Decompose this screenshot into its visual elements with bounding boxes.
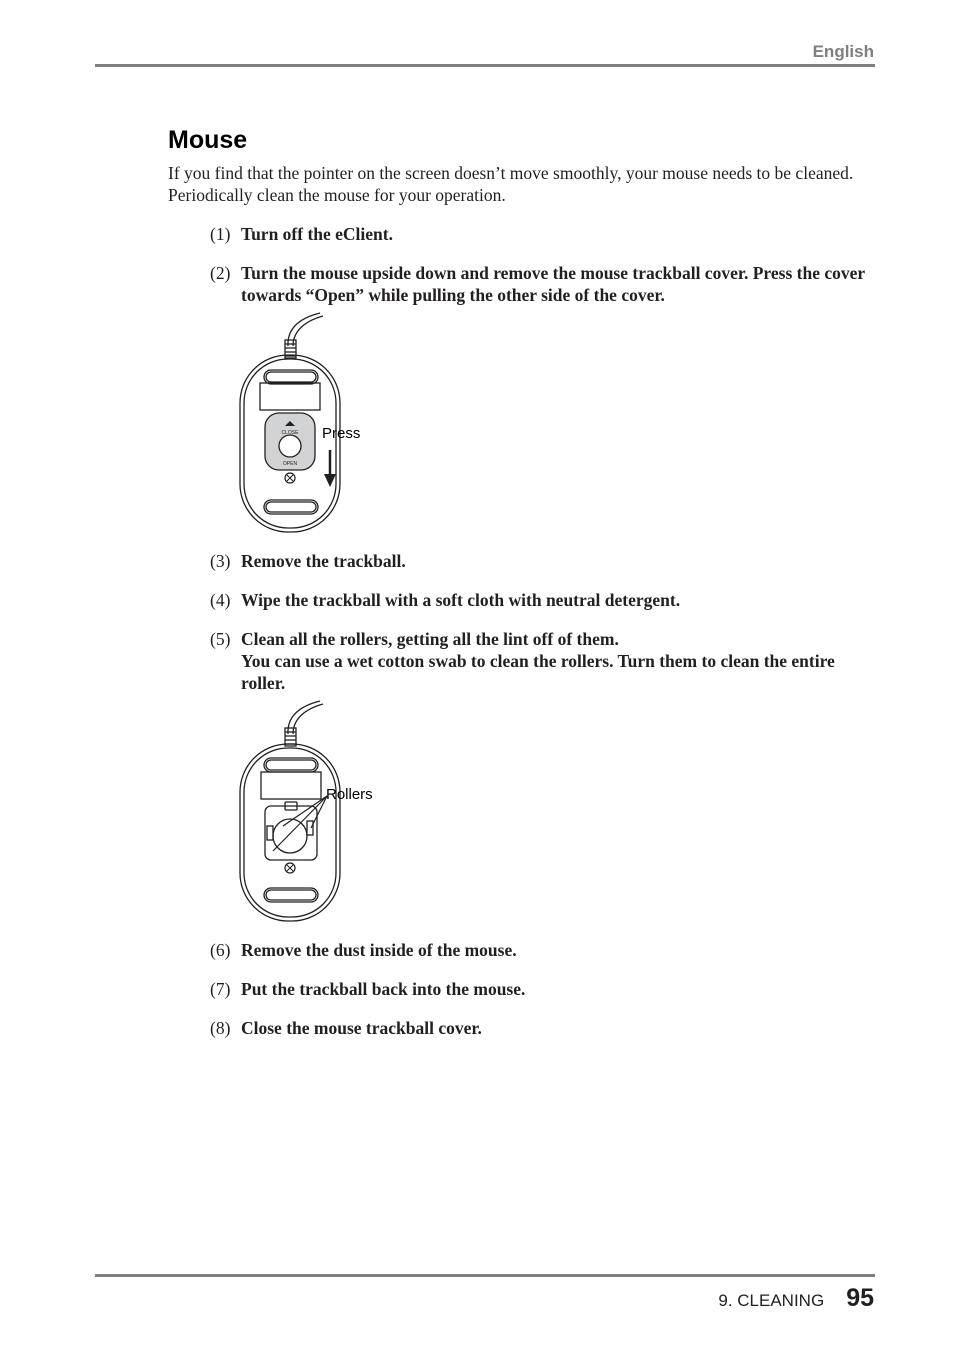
cover-open-text: OPEN: [282, 461, 298, 467]
step-number: (4): [210, 590, 231, 610]
step-text: Put the trackball back into the mouse.: [241, 979, 526, 999]
step-text: Close the mouse trackball cover.: [241, 1018, 482, 1038]
page-number: 95: [846, 1284, 874, 1312]
mouse-rollers-illustration: [235, 698, 395, 923]
step-text: Clean all the rollers, getting all the lint off of them. You can use a wet cotton swab to clean the rollers. Turn them to clean the entire roller.: [241, 629, 835, 693]
section-title: Mouse: [168, 126, 248, 154]
footer-rule: [95, 1274, 875, 1277]
step-text: Remove the trackball.: [241, 551, 406, 571]
step-number: (3): [210, 551, 231, 571]
mouse-cover-figure: [235, 310, 395, 535]
step-text: Wipe the trackball with a soft cloth with neutral detergent.: [241, 590, 681, 610]
press-label: Press: [322, 425, 361, 442]
step-5: [210, 628, 875, 694]
step-text: Turn the mouse upside down and remove the mouse trackball cover. Press the cover towards “Open” while pulling the other side of the cover.: [241, 263, 865, 305]
footer-chapter: 9. CLEANING: [718, 1291, 825, 1310]
step-1: [210, 223, 875, 245]
step-6: [210, 939, 875, 961]
header-language: English: [812, 42, 874, 61]
step-8: [210, 1017, 875, 1039]
step-text: Turn off the eClient.: [241, 224, 393, 244]
step-number: (2): [210, 263, 231, 283]
page-footer: [718, 1284, 874, 1313]
step-2: [210, 262, 875, 306]
step-7: [210, 978, 875, 1000]
step-number: (8): [210, 1018, 231, 1038]
mouse-rollers-figure: [235, 698, 395, 923]
intro-paragraph: If you find that the pointer on the screen doesn’t move smoothly, your mouse needs to be cleaned. Periodically clean the mouse for your operation.: [168, 163, 854, 205]
mouse-underside-press-illustration: [235, 310, 395, 535]
step-number: (1): [210, 224, 231, 244]
cover-close-text: CLOSE: [281, 430, 299, 436]
step-text: Remove the dust inside of the mouse.: [241, 940, 517, 960]
header-rule: [95, 64, 875, 67]
step-4: [210, 589, 875, 611]
step-number: (7): [210, 979, 231, 999]
step-number: (6): [210, 940, 231, 960]
roller-pointer-icon: [273, 796, 327, 851]
step-number: (5): [210, 629, 231, 649]
step-3: [210, 550, 875, 572]
rollers-label: Rollers: [326, 786, 373, 803]
